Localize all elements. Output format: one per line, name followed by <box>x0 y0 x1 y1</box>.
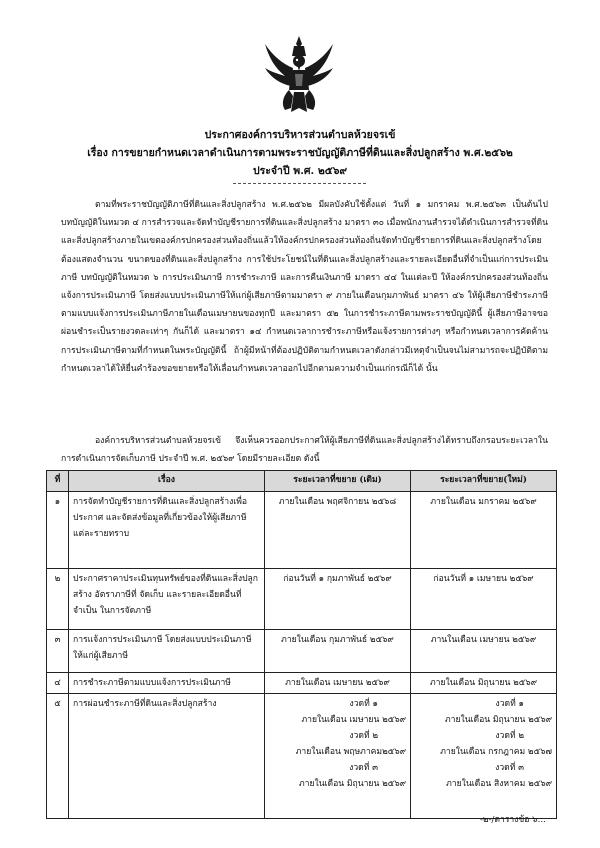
row-subject: การแจ้งการประเมินภาษี โดยส่งแบบประเมินภาษีให้แก่ผู้เสียภาษี <box>69 630 265 673</box>
installment-period: ภายในเดือน มิถุนายน ๒๕๖๙ <box>298 779 406 789</box>
row-old-period: ก่อนวันที่ ๑ กุมภาพันธ์ ๒๕๖๙ <box>265 569 411 630</box>
installment-label: งวดที่ ๑ <box>349 699 378 709</box>
announcement-fiscal-year: ประจำปี พ.ศ. ๒๕๖๙ <box>252 165 348 177</box>
table-row <box>47 673 557 694</box>
installment-period: ภายในเดือน มิถุนายน ๒๕๖๙ <box>444 715 552 725</box>
row-old-installments <box>265 694 411 819</box>
row-subject: การผ่อนชำระภาษีที่ดินและสิ่งปลูกสร้าง <box>69 694 265 819</box>
table-row <box>47 492 557 569</box>
row-number: ๒ <box>47 569 69 630</box>
installment-label: งวดที่ ๒ <box>349 731 378 741</box>
header-new-period: ระยะเวลาที่ขยาย(ใหม่) <box>411 471 557 492</box>
row-old-period: ภายในเดือน กุมภาพันธ์ ๒๕๖๙ <box>265 630 411 673</box>
installment-label: งวดที่ ๒ <box>495 731 524 741</box>
installment-period: ภายในเดือน กรกฎาคม ๒๕๖๗ <box>440 747 552 757</box>
installment-period: ภายในเดือน พฤษภาคม๒๕๖๙ <box>295 747 406 757</box>
paragraph-background: ตามที่พระราชบัญญัติภาษีที่ดินและสิ่งปลูกสร้าง พ.ศ.๒๕๖๒ มีผลบังคับใช้ตั้งแต่ วันที่ ๑ มกราคม พ.ศ.๒๕๖๓ เป็นต้นไป บทบัญญัติในหมวด ๔ การสำรวจและจัดทำบัญชีรายการที่ดินและสิ่งปลูกสร้าง มาตรา ๓๐ เมื่อพนักงานสำรวจได้ดำเนินการสำรวจที่ดินและสิ่งปลูกสร้างภายในเขตองค์กรปกครองส่วนท้องถิ่นแล้วให้องค์กรปกครองส่วนท้องถิ่นจัดทำบัญชีรายการที่ดินและสิ่งปลูกสร้างโดยต้องแสดงจำนวน ขนาดของที่ดินและสิ่งปลูกสร้าง การใช้ประโยชน์ในที่ดินและสิ่งปลูกสร้างและรายละเอียดอื่นที่จำเป็นแก่การประเมินภาษี บทบัญญัติในหมวด ๖ การประเมินภาษี การชำระภาษี และการคืนเงินภาษี มาตรา ๔๔ ในแต่ละปี ให้องค์กรปกครองส่วนท้องถิ่นแจ้งการประเมินภาษี โดยส่งแบบประเมินภาษีให้แก่ผู้เสียภาษีตามมาตรา ๙ ภายในเดือนกุมภาพันธ์ มาตรา ๔๖ ให้ผู้เสียภาษีชำระภาษีตามแบบแจ้งการประเมินภาษีภายในเดือนเมษายนของทุกปี และมาตรา ๕๒ ในการชำระภาษีตามพระราชบัญญัตินี้ ผู้เสียภาษีอาจขอผ่อนชำระเป็นรายงวดละเท่าๆ กันก็ได้ และมาตรา ๑๔ กำหนดเวลาการชำระภาษีหรือแจ้งรายการต่างๆ หรือกำหนดเวลาการคัดค้านการประเมินภาษีตามที่กำหนดในพระบัญญัตินี้ ถ้าผู้มีหน้าที่ต้องปฏิบัติตามกำหนดเวลาดังกล่าวมีเหตุจำเป็นจนไม่สามารถจะปฏิบัติตามกำหนดเวลาได้ให้ยื่นคำร้องขอขยายหรือให้เลื่อนกำหนดเวลาออกไปอีกตามความจำเป็นแก่กรณีก็ได้ นั้น <box>61 200 548 374</box>
table-row <box>47 694 557 819</box>
installment-period: ภายในเดือน เมษายน ๒๕๖๙ <box>301 715 406 725</box>
table-header-row <box>47 471 557 492</box>
row-new-installments <box>411 694 557 819</box>
installment-label: งวดที่ ๓ <box>495 763 524 773</box>
table-row <box>47 569 557 630</box>
paragraph-announcement: องค์การบริหารส่วนตำบลห้วยจรเข้ จึงเห็นควรออกประกาศให้ผู้เสียภาษีที่ดินและสิ่งปลูกสร้างได้ทราบถึงกรอบระยะเวลาในการดำเนินการจัดเก็บภาษี ประจำปี พ.ศ. ๒๕๖๙ โดยมีรายละเอียด ดังนี้ <box>61 436 548 465</box>
table-row <box>47 630 557 673</box>
installment-label: งวดที่ ๑ <box>495 699 524 709</box>
header-subject: เรื่อง <box>69 471 265 492</box>
row-new-period: ภายในเดือน มิถุนายน ๒๕๖๙ <box>411 673 557 694</box>
title-separator <box>233 183 366 184</box>
row-subject: ประกาศราคาประเมินทุนทรัพย์ของที่ดินและสิ่งปลูกสร้าง อัตราภาษีที่ จัดเก็บ และรายละเอียดอื่นที่จำเป็น ในการจัดภาษี <box>69 569 265 630</box>
page-footer-continuation: -๒-/ตารางข้อ ๖... <box>480 815 546 825</box>
row-subject: การจัดทำบัญชีรายการที่ดินและสิ่งปลูกสร้างเพื่อประกาศ และจัดส่งข้อมูลที่เกี่ยวข้องให้ผู้เสียภาษีแต่ละรายทราบ <box>69 492 265 569</box>
row-old-period: ภายในเดือน เมษายน ๒๕๖๙ <box>265 673 411 694</box>
row-number: ๓ <box>47 630 69 673</box>
row-subject: การชำระภาษีตามแบบแจ้งการประเมินภาษี <box>69 673 265 694</box>
row-new-period: ก่อนวันที่ ๑ เมษายน ๒๕๖๙ <box>411 569 557 630</box>
row-new-period: ภานในเดือน เมษายน ๒๕๖๙ <box>411 630 557 673</box>
garuda-emblem-icon <box>261 34 337 116</box>
announcement-subject: เรื่อง การขยายกำหนดเวลาดำเนินการตามพระราชบัญญัติภาษีที่ดินและสิ่งปลูกสร้าง พ.ศ.๒๕๖๒ <box>87 147 513 159</box>
announcement-issuer: ประกาศองค์การบริหารส่วนตำบลห้วยจรเข้ <box>204 129 396 141</box>
schedule-table <box>46 470 557 819</box>
header-number: ที่ <box>47 471 69 492</box>
installment-label: งวดที่ ๓ <box>349 763 378 773</box>
row-number: ๕ <box>47 694 69 819</box>
row-number: ๔ <box>47 673 69 694</box>
row-old-period: ภายในเดือน พฤศจิกายน ๒๕๖๘ <box>265 492 411 569</box>
row-new-period: ภายในเดือน มกราคม ๒๕๖๙ <box>411 492 557 569</box>
header-old-period: ระยะเวลาที่ขยาย (เดิม) <box>265 471 411 492</box>
row-number: ๑ <box>47 492 69 569</box>
installment-period: ภายในเดือน สิงหาคม ๒๕๖๙ <box>446 779 552 789</box>
